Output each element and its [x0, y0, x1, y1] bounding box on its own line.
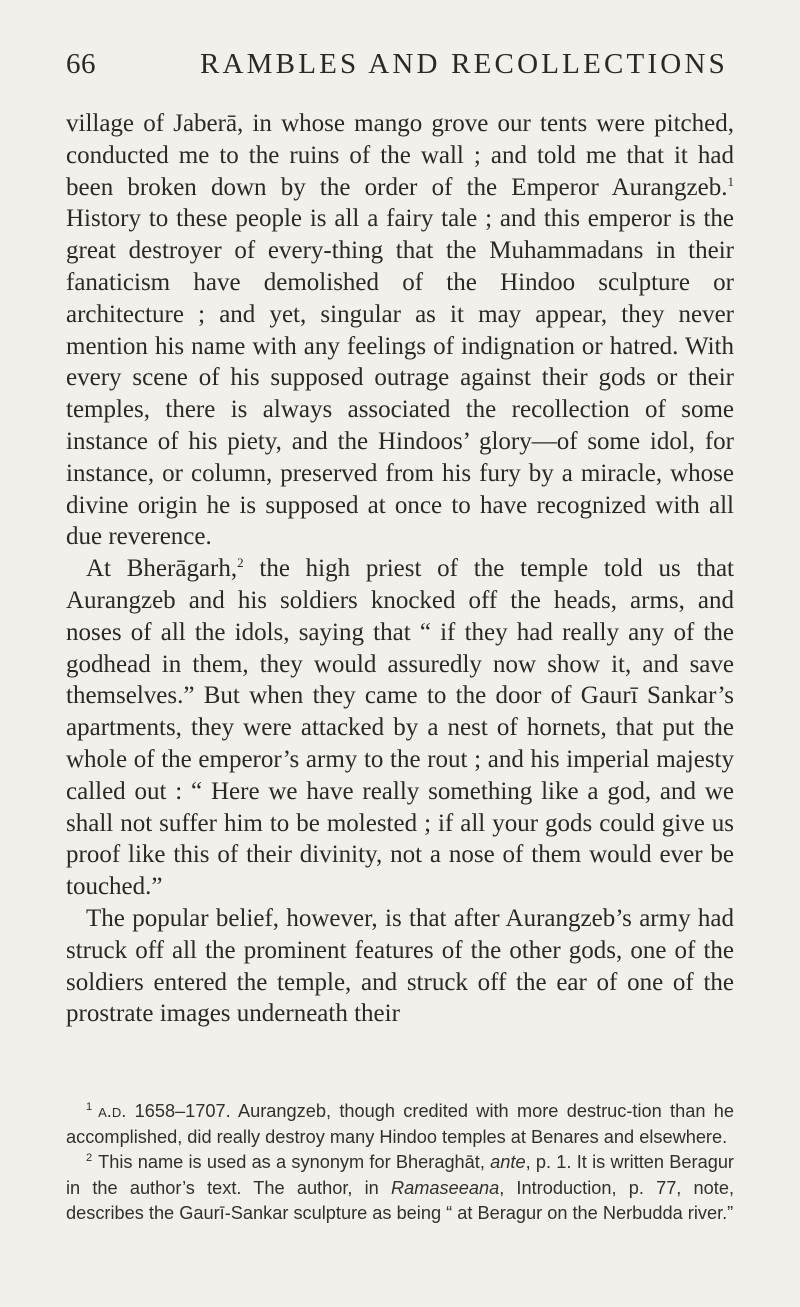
footnote-1-era: a.d. — [98, 1101, 127, 1121]
footnote-2 — [66, 1150, 734, 1227]
footnote-2-marker: 2 — [86, 1152, 93, 1165]
footnote-ref-1: 1 — [727, 173, 734, 189]
footnote-2-part-a: This name is used as a synonym for Bheraghāt, — [98, 1152, 491, 1173]
footnote-ref-2: 2 — [237, 555, 244, 571]
paragraph-1-part-a: village of Jaberā, in whose mango grove our tents were pitched, conducted me to the ruins of the wall ; and told me that it had been broken down by the order of the Emperor Aurangzeb. — [66, 110, 734, 201]
footnote-1 — [66, 1099, 734, 1150]
footnote-2-part-b: , p. 1. It is written Beragur in the author’s text. The author, in — [66, 1152, 734, 1198]
page-number: 66 — [66, 48, 96, 80]
footnote-1-text: 1658–1707. Aurangzeb, though credited with more destruc-tion than he accomplished, did really destroy many Hindoo temples at Benares and elsewhere. — [66, 1101, 734, 1147]
paragraph-1 — [66, 108, 734, 553]
footnote-2-book-title: Ramaseeana — [391, 1177, 500, 1198]
footnote-2-ante: ante — [490, 1152, 526, 1173]
paragraph-2-part-a: At Bherāgarh, — [86, 555, 238, 583]
footnotes — [66, 1099, 734, 1227]
paragraph-2 — [66, 553, 734, 903]
page-header — [0, 48, 800, 88]
paragraph-2-part-b: the high priest of the temple told us that Aurangzeb and his soldiers knocked off the heads, arms, and noses of all the idols, saying that “ if they had really any of the godhead in them, they would assuredly now show it, and save themselves.” But when they came to the door of Gaurī Sankar’s apartments, they were attacked by a nest of hornets, that put the whole of the emperor’s army to the rout ; and his imperial majesty called out : “ Here we have really something like a god, and we shall not suffer him to be molested ; if all your gods could give us proof like this of their divinity, not a nose of them would ever be touched.” — [66, 555, 734, 901]
paragraph-3: The popular belief, however, is that after Aurangzeb’s army had struck off all the prominent features of the other gods, one of the soldiers entered the temple, and struck off the ear of one of the prostrate images underneath their — [66, 904, 734, 1028]
footnote-2-part-c: , Introduction, p. 77, note, describes the Gaurī-Sankar sculpture as being “ at Beragur on the Nerbudda river.” — [66, 1177, 735, 1224]
footnote-1-marker: 1 — [86, 1101, 93, 1113]
running-head: RAMBLES AND RECOLLECTIONS — [200, 48, 728, 80]
body-text — [66, 108, 734, 1030]
paragraph-1-part-b: History to these people is all a fairy tale ; and this emperor is the great destroyer of every-thing that the Muhammadans in their fanaticism have demolished of the Hindoo sculpture or architecture ; and yet, singular as it may appear, they never mention his name with any feelings of indignation or hatred. With every scene of his supposed outrage against their gods or their temples, there is always associated the recollection of some instance of his piety, and the Hindoos’ glory—of some idol, for instance, or column, preserved from his fury by a miracle, whose divine origin he is supposed at once to have recognized with all due reverence. — [66, 205, 734, 551]
